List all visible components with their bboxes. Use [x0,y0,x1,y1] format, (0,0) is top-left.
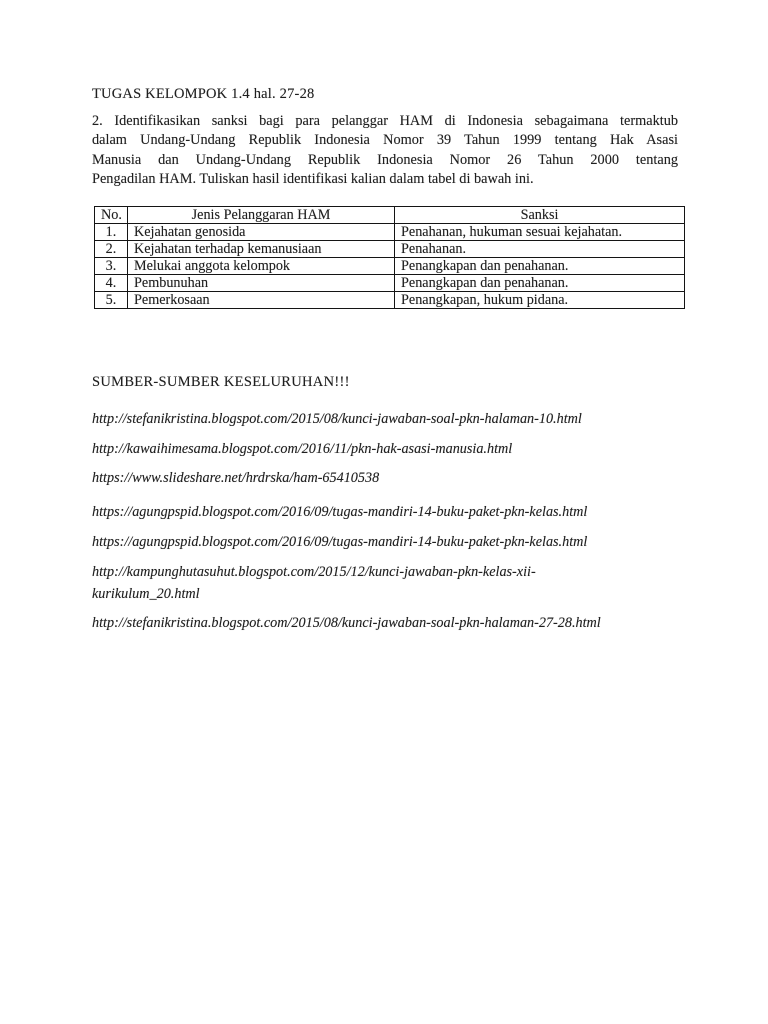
intro-line: dalam Undang-Undang Republik Indonesia Nomor 39 Tahun 1999 tentang Hak Asasi [92,132,678,149]
row-number: 2. [95,241,128,258]
source-link-1[interactable]: http://stefanikristina.blogspot.com/2015/08/kunci-jawaban-soal-pkn-halaman-10.html [92,411,582,427]
row-jenis: Pembunuhan [128,275,395,292]
row-number: 3. [95,258,128,275]
intro-paragraph [92,112,678,189]
source-link-3[interactable]: https://www.slideshare.net/hrdrska/ham-65410538 [92,470,380,486]
table-row [95,241,685,258]
document-title: TUGAS KELOMPOK 1.4 hal. 27-28 [92,86,315,102]
row-jenis: Kejahatan genosida [128,224,395,241]
row-number: 1. [95,224,128,241]
intro-line: 2. Identifikasikan sanksi bagi para pelanggar HAM di Indonesia sebagaimana termaktub [92,113,678,129]
row-jenis: Melukai anggota kelompok [128,258,395,275]
table-row [95,292,685,309]
source-link-7[interactable]: http://stefanikristina.blogspot.com/2015/08/kunci-jawaban-soal-pkn-halaman-27-28.html [92,615,601,631]
row-sanksi: Penangkapan dan penahanan. [395,275,685,292]
source-link-5[interactable]: https://agungpspid.blogspot.com/2016/09/tugas-mandiri-14-buku-paket-pkn-kelas.html [92,534,588,550]
row-sanksi: Penangkapan dan penahanan. [395,258,685,275]
table-row [95,275,685,292]
table-header-no: No. [95,207,128,224]
row-sanksi: Penangkapan, hukum pidana. [395,292,685,309]
table-header-sanksi: Sanksi [395,207,685,224]
row-sanksi: Penahanan, hukuman sesuai kejahatan. [395,224,685,241]
source-link-4[interactable]: https://agungpspid.blogspot.com/2016/09/tugas-mandiri-14-buku-paket-pkn-kelas.html [92,504,588,520]
table-row [95,224,685,241]
row-jenis: Kejahatan terhadap kemanusiaan [128,241,395,258]
table-row [95,258,685,275]
row-number: 5. [95,292,128,309]
table-header-jenis: Jenis Pelanggaran HAM [128,207,395,224]
sanctions-table [94,206,685,309]
intro-line: Manusia dan Undang-Undang Republik Indonesia Nomor 26 Tahun 2000 tentang [92,151,678,168]
row-sanksi: Penahanan. [395,241,685,258]
intro-line: Pengadilan HAM. Tuliskan hasil identifikasi kalian dalam tabel di bawah ini. [92,170,534,187]
source-link-2[interactable]: http://kawaihimesama.blogspot.com/2016/11/pkn-hak-asasi-manusia.html [92,441,513,457]
sources-heading: SUMBER-SUMBER KESELURUHAN!!! [92,374,350,390]
row-number: 4. [95,275,128,292]
table-header-row [95,207,685,224]
row-jenis: Pemerkosaan [128,292,395,309]
source-link-6[interactable]: http://kampunghutasuhut.blogspot.com/2015/12/kunci-jawaban-pkn-kelas-xii-kurikulum_20.html [92,564,536,602]
